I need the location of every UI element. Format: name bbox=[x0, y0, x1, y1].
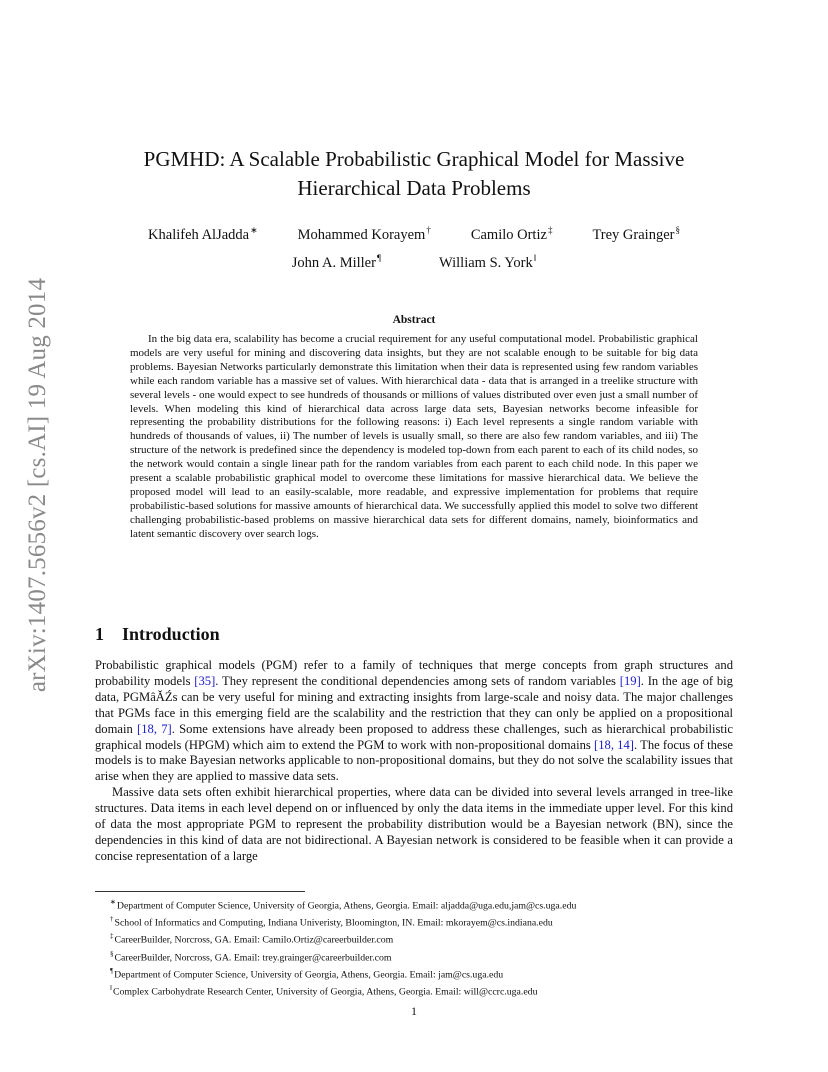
author bbox=[292, 253, 381, 272]
abstract-heading: Abstract bbox=[392, 314, 436, 326]
author-name: Camilo Ortiz bbox=[470, 226, 547, 243]
author-mark: ∗ bbox=[250, 224, 258, 235]
author-row bbox=[100, 248, 728, 276]
author-mark: ¶ bbox=[376, 252, 382, 263]
author-name: William S. York bbox=[439, 254, 533, 271]
author bbox=[298, 225, 431, 244]
text-run: . Some extensions have already been proposed to address these challenges, such as hierarchical probabilistic graphical models (HPGM) which aim to extend the PGM to work with non-propositional domains bbox=[95, 721, 733, 752]
paragraph bbox=[95, 658, 733, 785]
author-row bbox=[100, 220, 728, 248]
page-number: 1 bbox=[411, 1004, 417, 1018]
section-heading bbox=[95, 624, 220, 645]
author bbox=[439, 253, 536, 272]
citation-link[interactable]: [19] bbox=[619, 673, 641, 688]
author bbox=[592, 225, 680, 244]
paragraph: Massive data sets often exhibit hierarchical properties, where data can be divided into several levels arranged in tree-like structures. Data items in each level depend on or influenced by only the data items in the immediate upper level. For this kind of data the most appropriate PGM to represent the probability distribution would be a Bayesian network (BN), since the dependencies in this kind of data are not bidirectional. A Bayesian network is considered to be feasible when it can provide a concise representation of a large bbox=[95, 785, 733, 863]
footnote-mark: † bbox=[110, 915, 114, 924]
footnote-text: CareerBuilder, Norcross, GA. Email: Camilo.Ortiz@careerbuilder.com bbox=[114, 934, 394, 946]
author-name: Khalifeh AlJadda bbox=[148, 226, 250, 243]
author-name: Trey Grainger bbox=[592, 226, 675, 243]
footnote bbox=[110, 948, 730, 965]
citation-link[interactable]: [18, 14] bbox=[594, 737, 634, 752]
footnote bbox=[110, 896, 730, 913]
footnote bbox=[110, 930, 730, 947]
author-mark: § bbox=[675, 224, 680, 235]
introduction-body bbox=[95, 658, 733, 865]
text-run: . The focus of these models is to make Bayesian networks applicable to non-propositional domains, but they do not solve the scalability issues that arise when they are applied to massive data sets. bbox=[95, 737, 733, 784]
arxiv-identifier-text: arXiv:1407.5656v2 [cs.AI] 19 Aug 2014 bbox=[24, 277, 52, 693]
abstract-body: In the big data era, scalability has become a crucial requirement for any useful computational model. Probabilistic graphical models are very useful for mining and discovering data insights, but they are not scalable enough to be suitable for big data problems. Bayesian Networks particularly demonstrate this limitation when their data is represented using few random variables while each random variable has a massive set of values. With hierarchical data - data that is arranged in a treelike structure with several levels - one would expect to see hundreds of thousands or millions of values distributed over even just a small number of levels. When modeling this kind of hierarchical data across large data sets, Bayesian networks become infeasible for representing the probability distributions for the following reasons: i) Each level represents a single random variable with hundreds of thousands of values, ii) The number of levels is usually small, so there are also few random variables, and iii) The structure of the network is predefined since the dependency is modeled top-down from each parent to each of its child nodes, so the network would contain a single linear path for the random variables from each parent to each child node. In this paper we present a scalable probabilistic graphical model to overcome these limitations for massive hierarchical data. We believe the proposed model will lead to an easily-scalable, more readable, and expressive implementation for problems that require probabilistic-based solutions for massive amounts of hierarchical data. We successfully applied this model to solve two different challenging probabilistic-based problems on massive hierarchical data sets for different domains, namely, bioinformatics and latent semantic discovery over search logs. bbox=[130, 333, 698, 540]
footnote-mark: ∗ bbox=[110, 898, 116, 906]
paper-title bbox=[90, 145, 738, 203]
author bbox=[148, 225, 258, 244]
paper-title-line: Hierarchical Data Problems bbox=[297, 176, 531, 200]
footnote-mark: ‡ bbox=[110, 932, 114, 941]
footnote-mark: ‖ bbox=[110, 983, 112, 992]
footnote-mark: ¶ bbox=[110, 966, 114, 975]
paper-title-line: PGMHD: A Scalable Probabilistic Graphical Model for Massive bbox=[143, 147, 685, 171]
footnote bbox=[110, 965, 730, 982]
footnote-text: CareerBuilder, Norcross, GA. Email: trey.grainger@careerbuilder.com bbox=[114, 951, 392, 963]
author-name: John A. Miller bbox=[291, 254, 376, 271]
text-run: Probabilistic graphical models (PGM) refer to a family of techniques that merge concepts from graph structures and probability models bbox=[95, 658, 733, 688]
author-list bbox=[100, 220, 728, 276]
footnote bbox=[110, 913, 730, 930]
footnote-text: Department of Computer Science, University of Georgia, Athens, Georgia. Email: aljadda@uga.edu,jam@cs.uga.edu bbox=[116, 900, 577, 912]
section-title: Introduction bbox=[122, 624, 220, 644]
footnote-text: Department of Computer Science, University of Georgia, Athens, Georgia. Email: jam@cs.uga.edu bbox=[114, 968, 504, 980]
footnote-mark: § bbox=[110, 949, 114, 958]
arxiv-identifier bbox=[20, 277, 56, 693]
author bbox=[471, 225, 553, 244]
author-name: Mohammed Korayem bbox=[297, 226, 426, 243]
footnote-text: Complex Carbohydrate Research Center, University of Georgia, Athens, Georgia. Email: will@ccrc.uga.edu bbox=[112, 986, 538, 998]
footnote bbox=[110, 982, 730, 999]
footnote-divider bbox=[95, 891, 305, 892]
citation-link[interactable]: [18, 7] bbox=[137, 721, 172, 736]
footnote-text: School of Informatics and Computing, Indiana Univeristy, Bloomington, IN. Email: mkorayem@cs.indiana.edu bbox=[114, 917, 553, 929]
footnotes bbox=[110, 896, 730, 999]
text-run: . In the age of big data, PGMâĂŹs can be very useful for mining and extracting insights from large-scale and noisy data. The major challenges that PGMs face in this emerging field are the scalability and the restriction that they can only be applied on a propositional domain bbox=[95, 673, 733, 736]
text-run: . They represent the conditional dependencies among sets of random variables bbox=[215, 673, 620, 688]
author-mark: ‖ bbox=[533, 252, 537, 263]
section-number: 1 bbox=[95, 624, 104, 644]
author-mark: ‡ bbox=[547, 224, 553, 235]
author-mark: † bbox=[426, 224, 431, 235]
citation-link[interactable]: [35] bbox=[194, 673, 216, 688]
